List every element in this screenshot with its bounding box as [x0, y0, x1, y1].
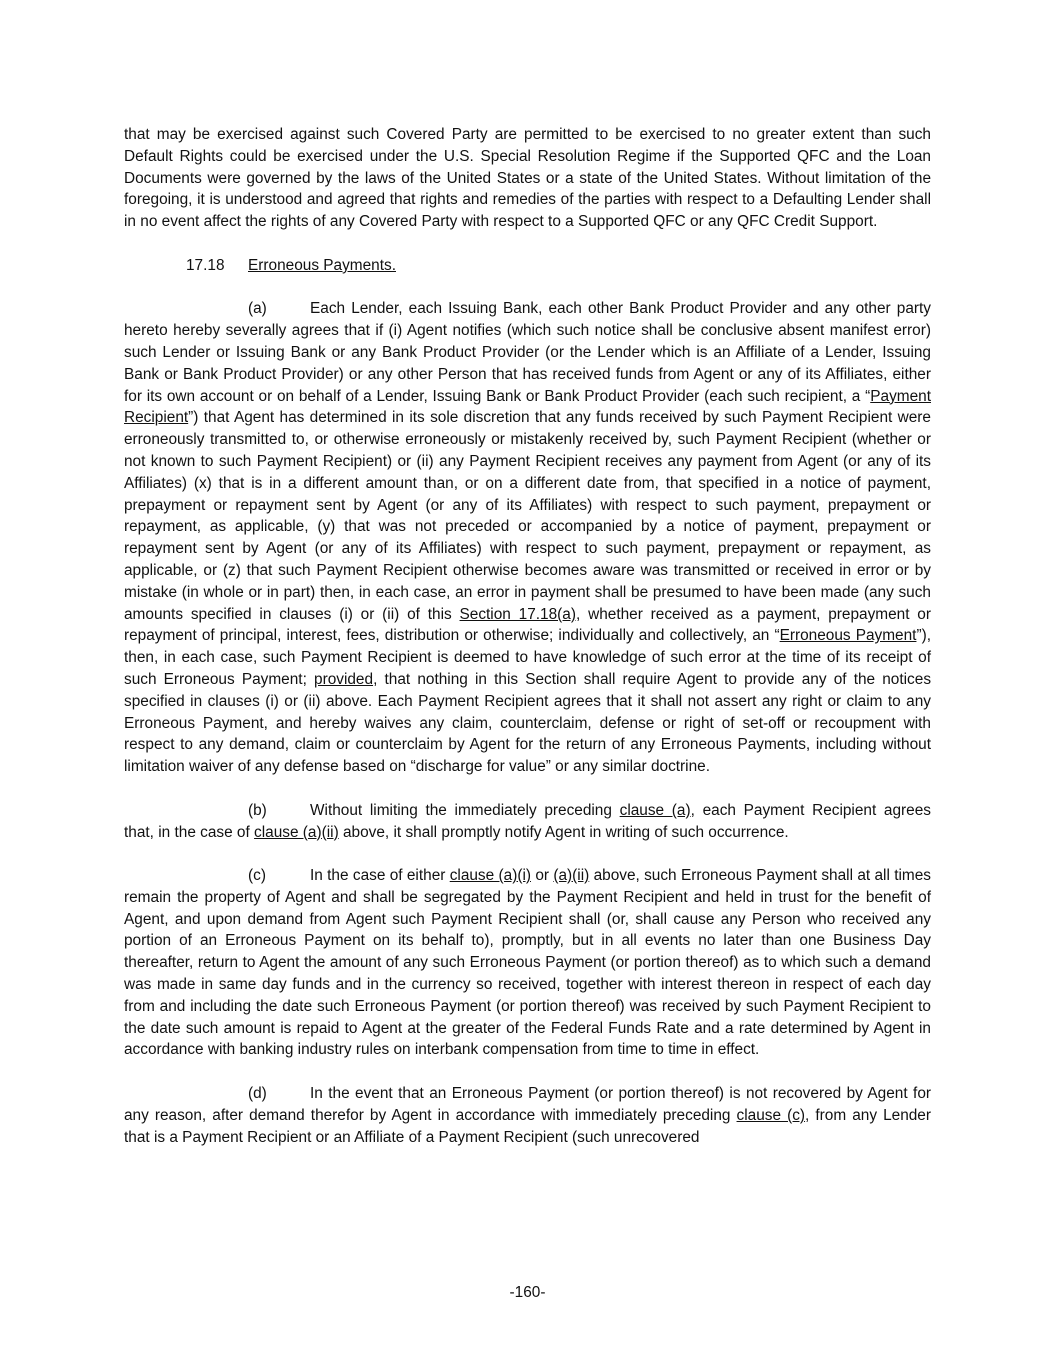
defined-term-erroneous-payment: Erroneous Payment: [779, 627, 917, 645]
cross-reference-a-ii: (a)(ii): [553, 867, 590, 885]
cross-reference-clause-a: clause (a): [619, 801, 691, 819]
section-heading: [124, 255, 931, 277]
paragraph-a-text-2: ”) that Agent has determined in its sole discretion that any funds received by such Payment Recipient were erroneously transmitted to, or otherwise erroneously or mistakenly received by, such Payment Recipient (whether or not known to such Payment Recipient) or (ii) any Payment Recipient receives any payment from Agent (or any of its Affiliates) (x) that is in a different amount than, or on a different date from, that specified in a notice of payment, prepayment or repayment sent by Agent (or any of its Affiliates) with respect to such payment, prepayment or repayment, as applicable, (y) that was not preceded or accompanied by a notice of payment, prepayment or repayment sent by Agent (or any of its Affiliates) with respect to such payment, prepayment or repayment, as applicable, or (z) that such Payment Recipient otherwise becomes aware was transmitted or received in error or by mistake (in whole or in part) then, in each case, an error in payment shall be presumed to have been made (any such amounts specified in clauses (i) or (ii) of this: [124, 409, 931, 623]
paragraph-d-text-1: In the event that an Erroneous Payment (or portion thereof) is not recovered by Agent for any reason, after demand therefor by Agent in accordance with immediately preceding: [124, 1085, 931, 1124]
continuation-paragraph: that may be exercised against such Covered Party are permitted to be exercised to no greater extent than such Default Rights could be exercised under the U.S. Special Resolution Regime if the Supported QFC and the Loan Documents were governed by the laws of the United States or a state of the United States. Without limitation of the foregoing, it is understood and agreed that rights and remedies of the parties with respect to a Defaulting Lender shall in no event affect the rights of any Covered Party with respect to a Supported QFC or any QFC Credit Support.: [124, 126, 931, 231]
paragraph-a-text-3: whether received as a payment, prepayment or repayment of principal, interest, fees, distribution or otherwise; individually and collectively, an “: [124, 605, 931, 645]
paragraph-a-label: (a): [248, 300, 267, 318]
paragraph-b-text-3: above, it shall promptly notify Agent in writing of such occurrence.: [338, 823, 789, 841]
page-number: -160-: [509, 1284, 546, 1301]
section-number: 17.18: [186, 256, 225, 274]
paragraph-b-text-2: , each Payment Recipient agrees that, in the case of: [124, 801, 931, 841]
paragraph-a: [124, 298, 931, 778]
paragraph-b: [124, 800, 931, 844]
paragraph-d-label: (d): [248, 1085, 267, 1103]
section-title: Erroneous Payments.: [248, 256, 396, 274]
paragraph-b-label: (b): [248, 801, 267, 819]
term-provided: provided: [314, 670, 374, 688]
paragraph-c-text-3: above, such Erroneous Payment shall at all times remain the property of Agent and shall be segregated by the Payment Recipient and held in trust for the benefit of Agent, and upon demand from Agent such Payment Recipient shall (or, shall cause any Person who received any portion of an Erroneous Payment on its behalf to), promptly, but in all events no later than one Business Day thereafter, return to Agent the amount of any such Erroneous Payment (or portion thereof) as to which such a demand was made in same day funds and in the currency so received, together with interest thereon in respect of each day from and including the date such Erroneous Payment (or portion thereof) was received by such Payment Recipient to the date such amount is repaid to Agent at the greater of the Federal Funds Rate and a rate determined by Agent in accordance with banking industry rules on interbank compensation from time to time in effect.: [124, 867, 931, 1059]
paragraph-a-text-5: , that nothing in this Section shall require Agent to provide any of the notices specified in clauses (i) or (ii) above. Each Payment Recipient agrees that it shall not assert any right or claim to any Erroneous Payment, and hereby waives any claim, counterclaim, defense or right of set-off or recoupment with respect to any demand, claim or counterclaim by Agent for the return of any Erroneous Payments, including without limitation waiver of any defense based on “discharge for value” or any similar doctrine.: [124, 670, 932, 776]
cross-reference-clause-c: clause (c): [736, 1106, 806, 1124]
paragraph-c: [124, 865, 931, 1061]
paragraph-c-text-2: or: [531, 867, 554, 885]
cross-reference-section-17-18a: Section 17.18(a),: [459, 605, 581, 623]
paragraph-a-text-1: Each Lender, each Issuing Bank, each other Bank Product Provider and any other party hereto hereby severally agrees that if (i) Agent notifies (which such notice shall be conclusive absent manifest error) such Lender or Issuing Bank or any Bank Product Provider (or the Lender which is an Affiliate of a Lender, Issuing Bank or Bank Product Provider) or any other Person that has received funds from Agent or any of its Affiliates, either for its own account or on behalf of a Lender, Issuing Bank or Bank Product Provider (each such recipient, a “: [124, 300, 931, 405]
cross-reference-clause-a-i: clause (a)(i): [449, 867, 531, 885]
paragraph-d: [124, 1083, 931, 1148]
paragraph-c-text-1: In the case of either: [310, 867, 450, 885]
defined-term-payment-recipient: Payment Recipient: [124, 387, 931, 427]
document-page: [124, 124, 931, 1148]
paragraph-b-text-1: Without limiting the immediately preceding: [310, 801, 620, 819]
paragraph-a-text-4: ”), then, in each case, such Payment Recipient is deemed to have knowledge of such error at the time of its receipt of such Erroneous Payment;: [124, 627, 931, 688]
cross-reference-clause-a-ii: clause (a)(ii): [254, 823, 339, 841]
paragraph-d-text-2: , from any Lender that is a Payment Recipient or an Affiliate of a Payment Recipient (such unrecovered: [124, 1106, 931, 1146]
paragraph-c-label: (c): [248, 867, 266, 885]
